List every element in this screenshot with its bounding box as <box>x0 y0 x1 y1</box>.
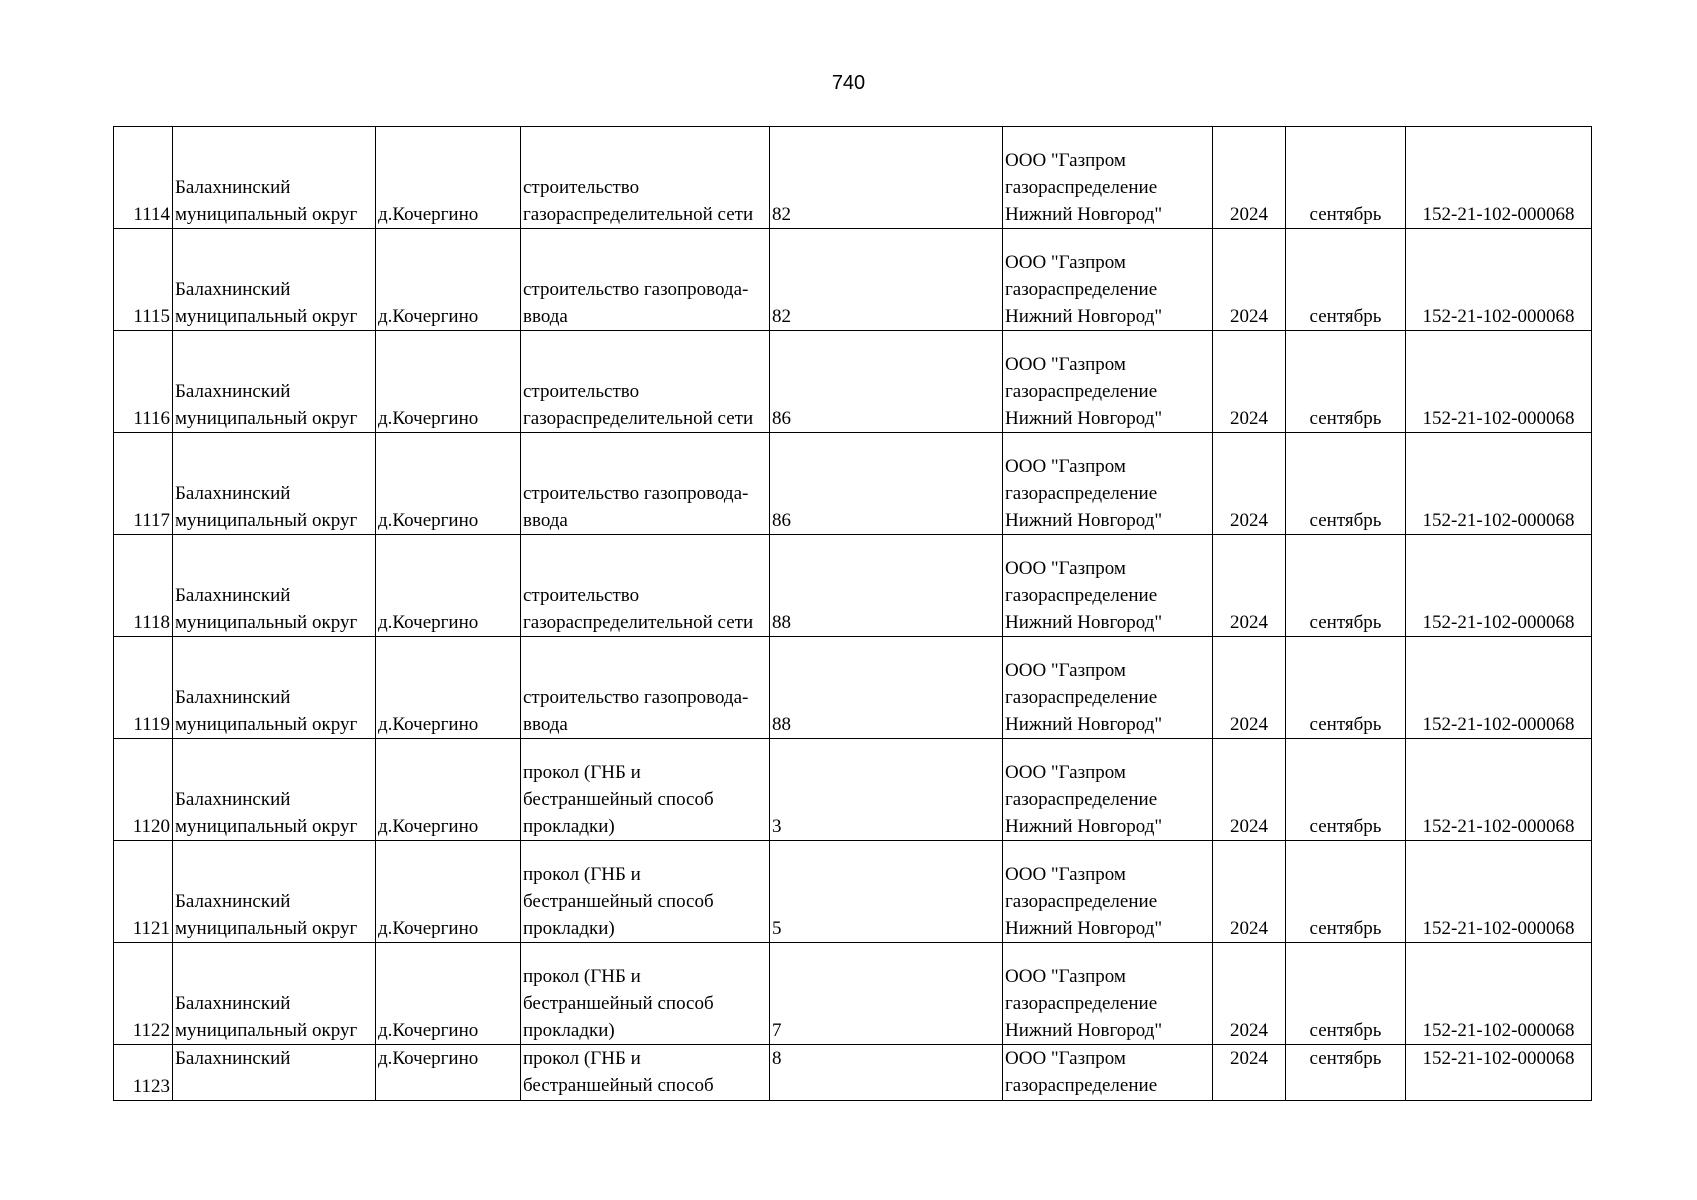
code-cell-text: 152-21-102-000068 <box>1422 714 1575 735</box>
row-number-cell <box>114 637 173 739</box>
work-type-cell-text: прокол (ГНБ и бестраншейный способ прокладки) <box>523 966 714 1041</box>
locality-cell <box>376 331 521 433</box>
quantity-cell-text: 7 <box>772 1020 782 1041</box>
quantity-cell <box>770 433 1003 535</box>
district-cell <box>173 1045 376 1101</box>
year-cell <box>1213 841 1286 943</box>
locality-cell <box>376 841 521 943</box>
month-cell-text: сентябрь <box>1309 408 1382 429</box>
code-cell-text: 152-21-102-000068 <box>1422 816 1575 837</box>
code-cell <box>1406 943 1592 1045</box>
locality-cell <box>376 229 521 331</box>
month-cell-text: сентябрь <box>1309 714 1382 735</box>
row-number-cell <box>114 739 173 841</box>
district-cell <box>173 841 376 943</box>
year-cell <box>1213 331 1286 433</box>
row-number-cell-text: 1120 <box>132 816 170 837</box>
year-cell-text: 2024 <box>1230 1048 1268 1069</box>
table-row <box>114 127 1592 229</box>
code-cell <box>1406 331 1592 433</box>
locality-cell-text: д.Кочергино <box>378 306 479 327</box>
code-cell-text: 152-21-102-000068 <box>1422 510 1575 531</box>
row-number-cell-text: 1118 <box>133 612 170 633</box>
row-number-cell-text: 1123 <box>132 1076 170 1097</box>
code-cell <box>1406 535 1592 637</box>
code-cell-text: 152-21-102-000068 <box>1422 408 1575 429</box>
work-type-cell <box>521 433 770 535</box>
code-cell <box>1406 127 1592 229</box>
locality-cell <box>376 739 521 841</box>
year-cell <box>1213 637 1286 739</box>
district-cell-text: Балахнинский муниципальный округ <box>175 891 358 939</box>
locality-cell-text: д.Кочергино <box>378 408 479 429</box>
work-type-cell-text: прокол (ГНБ и бестраншейный способ <box>523 1048 714 1096</box>
month-cell-text: сентябрь <box>1309 1020 1382 1041</box>
organization-cell <box>1003 739 1213 841</box>
work-type-cell-text: строительство газораспределительной сети <box>523 177 754 225</box>
table-row <box>114 535 1592 637</box>
table-row <box>114 841 1592 943</box>
quantity-cell-text: 5 <box>772 918 782 939</box>
month-cell-text: сентябрь <box>1309 816 1382 837</box>
month-cell <box>1286 535 1406 637</box>
year-cell <box>1213 433 1286 535</box>
month-cell <box>1286 637 1406 739</box>
locality-cell-text: д.Кочергино <box>378 204 479 225</box>
code-cell-text: 152-21-102-000068 <box>1422 1020 1575 1041</box>
organization-cell <box>1003 127 1213 229</box>
work-type-cell-text: прокол (ГНБ и бестраншейный способ прокладки) <box>523 762 714 837</box>
organization-cell-text: ООО "Газпром газораспределение Нижний Новгород" <box>1005 150 1163 225</box>
code-cell-text: 152-21-102-000068 <box>1422 204 1575 225</box>
year-cell-text: 2024 <box>1230 408 1268 429</box>
quantity-cell <box>770 637 1003 739</box>
work-type-cell-text: строительство газопровода-ввода <box>523 483 749 531</box>
work-type-cell <box>521 229 770 331</box>
quantity-cell-text: 82 <box>772 204 791 225</box>
code-cell <box>1406 229 1592 331</box>
code-cell-text: 152-21-102-000068 <box>1422 918 1575 939</box>
locality-cell-text: д.Кочергино <box>378 510 479 531</box>
quantity-cell <box>770 841 1003 943</box>
organization-cell <box>1003 331 1213 433</box>
row-number-cell-text: 1119 <box>133 714 170 735</box>
locality-cell <box>376 127 521 229</box>
district-cell-text: Балахнинский муниципальный округ <box>175 585 358 633</box>
row-number-cell <box>114 433 173 535</box>
work-type-cell <box>521 943 770 1045</box>
organization-cell <box>1003 943 1213 1045</box>
month-cell <box>1286 433 1406 535</box>
quantity-cell <box>770 1045 1003 1101</box>
row-number-cell-text: 1114 <box>133 204 170 225</box>
row-number-cell <box>114 943 173 1045</box>
year-cell-text: 2024 <box>1230 204 1268 225</box>
month-cell <box>1286 1045 1406 1101</box>
month-cell-text: сентябрь <box>1309 612 1382 633</box>
locality-cell-text: д.Кочергино <box>378 1048 479 1069</box>
organization-cell <box>1003 637 1213 739</box>
row-number-cell <box>114 1045 173 1101</box>
row-number-cell <box>114 841 173 943</box>
year-cell <box>1213 1045 1286 1101</box>
year-cell-text: 2024 <box>1230 918 1268 939</box>
quantity-cell-text: 82 <box>772 306 791 327</box>
organization-cell-text: ООО "Газпром газораспределение Нижний Новгород" <box>1005 252 1163 327</box>
table-row <box>114 433 1592 535</box>
organization-cell-text: ООО "Газпром газораспределение <box>1005 1048 1158 1096</box>
month-cell <box>1286 331 1406 433</box>
quantity-cell-text: 3 <box>772 816 782 837</box>
locality-cell <box>376 535 521 637</box>
month-cell-text: сентябрь <box>1309 306 1382 327</box>
quantity-cell <box>770 535 1003 637</box>
district-cell-text: Балахнинский муниципальный округ <box>175 789 358 837</box>
month-cell <box>1286 943 1406 1045</box>
work-type-cell <box>521 637 770 739</box>
row-number-cell <box>114 535 173 637</box>
row-number-cell-text: 1122 <box>132 1020 170 1041</box>
quantity-cell-text: 86 <box>772 510 791 531</box>
table-row <box>114 1045 1592 1101</box>
row-number-cell-text: 1116 <box>133 408 170 429</box>
year-cell-text: 2024 <box>1230 714 1268 735</box>
year-cell <box>1213 739 1286 841</box>
locality-cell <box>376 1045 521 1101</box>
row-number-cell-text: 1121 <box>132 918 170 939</box>
month-cell-text: сентябрь <box>1309 510 1382 531</box>
locality-cell <box>376 637 521 739</box>
month-cell-text: сентябрь <box>1309 204 1382 225</box>
work-type-cell-text: строительство газопровода-ввода <box>523 279 749 327</box>
work-type-cell <box>521 535 770 637</box>
quantity-cell <box>770 943 1003 1045</box>
work-type-cell <box>521 739 770 841</box>
quantity-cell-text: 88 <box>772 714 791 735</box>
table-row <box>114 331 1592 433</box>
work-type-cell <box>521 127 770 229</box>
quantity-cell-text: 8 <box>772 1048 782 1069</box>
locality-cell-text: д.Кочергино <box>378 816 479 837</box>
organization-cell <box>1003 535 1213 637</box>
organization-cell-text: ООО "Газпром газораспределение Нижний Новгород" <box>1005 456 1163 531</box>
work-type-cell-text: строительство газораспределительной сети <box>523 585 754 633</box>
work-type-cell-text: строительство газопровода-ввода <box>523 687 749 735</box>
work-type-cell <box>521 331 770 433</box>
year-cell <box>1213 127 1286 229</box>
work-type-cell <box>521 841 770 943</box>
quantity-cell <box>770 229 1003 331</box>
row-number-cell <box>114 127 173 229</box>
organization-cell <box>1003 841 1213 943</box>
year-cell-text: 2024 <box>1230 612 1268 633</box>
year-cell <box>1213 535 1286 637</box>
code-cell-text: 152-21-102-000068 <box>1422 1048 1575 1069</box>
district-cell <box>173 433 376 535</box>
work-type-cell-text: строительство газораспределительной сети <box>523 381 754 429</box>
year-cell-text: 2024 <box>1230 816 1268 837</box>
district-cell <box>173 331 376 433</box>
table-row <box>114 943 1592 1045</box>
year-cell-text: 2024 <box>1230 306 1268 327</box>
organization-cell-text: ООО "Газпром газораспределение Нижний Новгород" <box>1005 966 1163 1041</box>
district-cell-text: Балахнинский муниципальный округ <box>175 993 358 1041</box>
locality-cell <box>376 943 521 1045</box>
code-cell-text: 152-21-102-000068 <box>1422 306 1575 327</box>
organization-cell-text: ООО "Газпром газораспределение Нижний Новгород" <box>1005 660 1163 735</box>
organization-cell-text: ООО "Газпром газораспределение Нижний Новгород" <box>1005 864 1163 939</box>
code-cell <box>1406 841 1592 943</box>
district-cell-text: Балахнинский <box>175 1048 291 1069</box>
district-cell-text: Балахнинский муниципальный округ <box>175 279 358 327</box>
year-cell <box>1213 943 1286 1045</box>
quantity-cell-text: 86 <box>772 408 791 429</box>
month-cell <box>1286 841 1406 943</box>
data-table <box>113 126 1592 1101</box>
district-cell-text: Балахнинский муниципальный округ <box>175 687 358 735</box>
district-cell <box>173 229 376 331</box>
table-row <box>114 739 1592 841</box>
district-cell <box>173 943 376 1045</box>
table-body <box>114 127 1592 1101</box>
quantity-cell <box>770 739 1003 841</box>
locality-cell <box>376 433 521 535</box>
organization-cell-text: ООО "Газпром газораспределение Нижний Новгород" <box>1005 762 1163 837</box>
code-cell <box>1406 1045 1592 1101</box>
table-row <box>114 637 1592 739</box>
locality-cell-text: д.Кочергино <box>378 612 479 633</box>
organization-cell-text: ООО "Газпром газораспределение Нижний Новгород" <box>1005 354 1163 429</box>
row-number-cell <box>114 331 173 433</box>
quantity-cell <box>770 331 1003 433</box>
month-cell <box>1286 739 1406 841</box>
row-number-cell <box>114 229 173 331</box>
district-cell-text: Балахнинский муниципальный округ <box>175 483 358 531</box>
district-cell <box>173 637 376 739</box>
organization-cell <box>1003 433 1213 535</box>
district-cell <box>173 127 376 229</box>
district-cell-text: Балахнинский муниципальный округ <box>175 381 358 429</box>
locality-cell-text: д.Кочергино <box>378 918 479 939</box>
month-cell <box>1286 229 1406 331</box>
code-cell <box>1406 637 1592 739</box>
code-cell-text: 152-21-102-000068 <box>1422 612 1575 633</box>
locality-cell-text: д.Кочергино <box>378 1020 479 1041</box>
row-number-cell-text: 1115 <box>133 306 170 327</box>
code-cell <box>1406 739 1592 841</box>
organization-cell <box>1003 229 1213 331</box>
year-cell-text: 2024 <box>1230 1020 1268 1041</box>
month-cell <box>1286 127 1406 229</box>
work-type-cell-text: прокол (ГНБ и бестраншейный способ прокладки) <box>523 864 714 939</box>
district-cell <box>173 739 376 841</box>
work-type-cell <box>521 1045 770 1101</box>
month-cell-text: сентябрь <box>1309 918 1382 939</box>
organization-cell-text: ООО "Газпром газораспределение Нижний Новгород" <box>1005 558 1163 633</box>
locality-cell-text: д.Кочергино <box>378 714 479 735</box>
row-number-cell-text: 1117 <box>133 510 170 531</box>
code-cell <box>1406 433 1592 535</box>
quantity-cell <box>770 127 1003 229</box>
page-number: 740 <box>831 72 866 94</box>
year-cell-text: 2024 <box>1230 510 1268 531</box>
month-cell-text: сентябрь <box>1309 1048 1382 1069</box>
district-cell-text: Балахнинский муниципальный округ <box>175 177 358 225</box>
district-cell <box>173 535 376 637</box>
table-row <box>114 229 1592 331</box>
quantity-cell-text: 88 <box>772 612 791 633</box>
year-cell <box>1213 229 1286 331</box>
organization-cell <box>1003 1045 1213 1101</box>
